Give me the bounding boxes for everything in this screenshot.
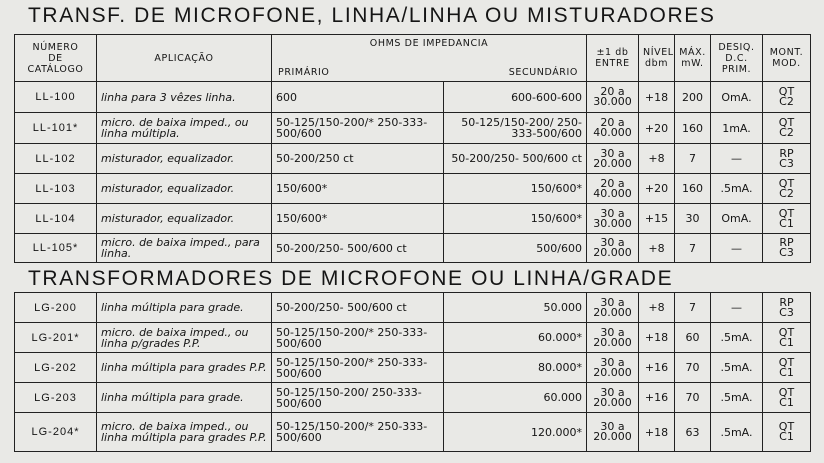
level-dbm: +16	[639, 383, 675, 413]
primary-impedance: 50-200/250 ct	[272, 144, 444, 174]
table-line-line	[14, 34, 811, 263]
mounting-model	[763, 174, 811, 204]
section-title-line-line: TRANSF. DE MICROFONE, LINHA/LINHA OU MISTURADORES	[28, 4, 716, 27]
frequency-range-line: 40.000	[593, 126, 632, 139]
catalog-number: LL-100	[15, 82, 97, 113]
table-row	[15, 234, 811, 263]
max-mw: 7	[675, 144, 711, 174]
level-dbm: +8	[639, 144, 675, 174]
header-application: APLICAÇÃO	[97, 35, 272, 82]
frequency-range-line: 30 a	[600, 420, 625, 433]
frequency-range	[587, 82, 639, 113]
catalog-number: LL-105*	[15, 234, 97, 263]
table-row	[15, 174, 811, 204]
level-dbm: +18	[639, 323, 675, 353]
frequency-range-line: 30 a	[600, 206, 625, 220]
mounting-model-line: RP	[779, 295, 794, 309]
frequency-range	[587, 144, 639, 174]
frequency-range-line: 30 a	[600, 385, 625, 399]
frequency-range-line: 40.000	[593, 186, 632, 200]
max-mw: 70	[675, 353, 711, 383]
dc-unbalance: OmA.	[711, 204, 763, 234]
level-dbm: +18	[639, 82, 675, 113]
application: linha múltipla para grade.	[97, 383, 272, 413]
dc-unbalance: —	[711, 144, 763, 174]
header-secondary: SECUNDÁRIO	[508, 67, 578, 78]
secondary-impedance: 120.000*	[444, 413, 587, 452]
mounting-model	[763, 144, 811, 174]
level-dbm: +20	[639, 174, 675, 204]
mounting-model-line: C1	[779, 395, 794, 409]
mounting-model	[763, 204, 811, 234]
frequency-range	[587, 113, 639, 144]
dc-unbalance: .5mA.	[711, 413, 763, 452]
frequency-range-line: 20.000	[593, 395, 632, 409]
primary-impedance: 50-200/250- 500/600 ct	[272, 234, 444, 263]
table-row	[15, 144, 811, 174]
header-dc-unbalance: DESIQ. D.C. PRIM.	[711, 35, 763, 82]
mounting-model	[763, 113, 811, 144]
mounting-model-line: C3	[779, 246, 794, 259]
application: misturador, equalizador.	[97, 174, 272, 204]
primary-impedance: 50-125/150-200/ 250-333-500/600	[272, 383, 444, 413]
frequency-range-line: 20.000	[593, 335, 632, 349]
catalog-number: LL-104	[15, 204, 97, 234]
dc-unbalance: .5mA.	[711, 174, 763, 204]
frequency-range-line: 30 a	[600, 295, 625, 309]
application: linha para 3 vêzes linha.	[97, 82, 272, 113]
application: linha múltipla para grade.	[97, 293, 272, 323]
table-row	[15, 323, 811, 353]
table-row	[15, 82, 811, 113]
mounting-model-line: QT	[778, 325, 795, 339]
level-dbm: +18	[639, 413, 675, 452]
frequency-range	[587, 353, 639, 383]
mounting-model	[763, 323, 811, 353]
frequency-range-line: 20.000	[593, 305, 632, 319]
dc-unbalance: .5mA.	[711, 323, 763, 353]
mounting-model	[763, 413, 811, 452]
frequency-range	[587, 293, 639, 323]
frequency-range-line: 30.000	[593, 95, 632, 108]
table-row	[15, 113, 811, 144]
mounting-model	[763, 353, 811, 383]
catalog-number: LG-204*	[15, 413, 97, 452]
catalog-number: LL-101*	[15, 113, 97, 144]
max-mw: 160	[675, 113, 711, 144]
header-mounting: MONT. MOD.	[763, 35, 811, 82]
frequency-range-line: 20.000	[593, 430, 632, 443]
max-mw: 200	[675, 82, 711, 113]
secondary-impedance: 60.000	[444, 383, 587, 413]
secondary-impedance: 500/600	[444, 234, 587, 263]
primary-impedance: 50-125/150-200/* 250-333-500/600	[272, 413, 444, 452]
secondary-impedance: 50-125/150-200/ 250-333-500/600	[444, 113, 587, 144]
dc-unbalance: —	[711, 293, 763, 323]
frequency-range-line: 20.000	[593, 365, 632, 379]
frequency-range-line: 30 a	[600, 236, 625, 249]
mounting-model-line: C3	[779, 156, 794, 170]
frequency-range-line: 20 a	[600, 116, 625, 129]
mounting-model-line: QT	[778, 116, 795, 129]
level-dbm: +16	[639, 353, 675, 383]
dc-unbalance: .5mA.	[711, 383, 763, 413]
frequency-range-line: 30 a	[600, 325, 625, 339]
level-dbm: +15	[639, 204, 675, 234]
secondary-impedance: 50.000	[444, 293, 587, 323]
mounting-model-line: C1	[779, 335, 794, 349]
frequency-range	[587, 383, 639, 413]
dc-unbalance: 1mA.	[711, 113, 763, 144]
application: micro. de baixa imped., para linha.	[97, 234, 272, 263]
max-mw: 60	[675, 323, 711, 353]
level-dbm: +8	[639, 293, 675, 323]
dc-unbalance: OmA.	[711, 82, 763, 113]
table-row	[15, 293, 811, 323]
mounting-model-line: QT	[778, 420, 795, 433]
frequency-range-line: 20 a	[600, 176, 625, 190]
max-mw: 160	[675, 174, 711, 204]
header-frequency: ±1 db ENTRE	[587, 35, 639, 82]
secondary-impedance: 600-600-600	[444, 82, 587, 113]
frequency-range-line: 20 a	[600, 85, 625, 98]
header-impedance	[272, 35, 587, 82]
table-row	[15, 383, 811, 413]
application: micro. de baixa imped., ou linha múltipla para grades P.P.	[97, 413, 272, 452]
table-row	[15, 204, 811, 234]
table-row	[15, 413, 811, 452]
secondary-impedance: 150/600*	[444, 204, 587, 234]
secondary-impedance: 150/600*	[444, 174, 587, 204]
primary-impedance: 50-125/150-200/* 250-333-500/600	[272, 353, 444, 383]
catalog-number: LG-200	[15, 293, 97, 323]
mounting-model-line: C2	[779, 126, 794, 139]
primary-impedance: 150/600*	[272, 204, 444, 234]
mounting-model-line: RP	[779, 146, 794, 160]
header-catalog-number: NÚMERO DE CATÁLOGO	[15, 35, 97, 82]
catalog-number: LL-103	[15, 174, 97, 204]
frequency-range	[587, 204, 639, 234]
mounting-model-line: QT	[778, 176, 795, 190]
application: micro. de baixa imped., ou linha múltipla.	[97, 113, 272, 144]
secondary-impedance: 50-200/250- 500/600 ct	[444, 144, 587, 174]
application: misturador, equalizador.	[97, 144, 272, 174]
dc-unbalance: .5mA.	[711, 353, 763, 383]
frequency-range	[587, 413, 639, 452]
mounting-model	[763, 293, 811, 323]
header-level: NÍVEL dbm	[639, 35, 675, 82]
header-max: MÁX. mW.	[675, 35, 711, 82]
frequency-range	[587, 323, 639, 353]
frequency-range-line: 20.000	[593, 246, 632, 259]
mounting-model-line: QT	[778, 85, 795, 98]
primary-impedance: 50-125/150-200/* 250-333-500/600	[272, 323, 444, 353]
mounting-model-line: C1	[779, 365, 794, 379]
table-row	[15, 353, 811, 383]
catalog-number: LG-202	[15, 353, 97, 383]
level-dbm: +8	[639, 234, 675, 263]
dc-unbalance: —	[711, 234, 763, 263]
mounting-model	[763, 234, 811, 263]
max-mw: 30	[675, 204, 711, 234]
application: misturador, equalizador.	[97, 204, 272, 234]
mounting-model-line: RP	[779, 236, 794, 249]
level-dbm: +20	[639, 113, 675, 144]
primary-impedance: 50-125/150-200/* 250-333-500/600	[272, 113, 444, 144]
section-title-line-grid: TRANSFORMADORES DE MICROFONE OU LINHA/GRADE	[28, 267, 674, 290]
primary-impedance: 150/600*	[272, 174, 444, 204]
primary-impedance: 600	[272, 82, 444, 113]
mounting-model	[763, 82, 811, 113]
application: linha múltipla para grades P.P.	[97, 353, 272, 383]
primary-impedance: 50-200/250- 500/600 ct	[272, 293, 444, 323]
header-primary: PRIMÁRIO	[278, 67, 330, 78]
frequency-range-line: 20.000	[593, 156, 632, 170]
frequency-range-line: 30 a	[600, 146, 625, 160]
secondary-impedance: 60.000*	[444, 323, 587, 353]
header-row	[15, 35, 811, 82]
catalog-number: LG-201*	[15, 323, 97, 353]
mounting-model-line: QT	[778, 206, 795, 220]
catalog-number: LL-102	[15, 144, 97, 174]
frequency-range	[587, 234, 639, 263]
frequency-range-line: 30.000	[593, 216, 632, 230]
max-mw: 70	[675, 383, 711, 413]
secondary-impedance: 80.000*	[444, 353, 587, 383]
mounting-model-line: QT	[778, 355, 795, 369]
catalog-number: LG-203	[15, 383, 97, 413]
mounting-model-line: QT	[778, 385, 795, 399]
mounting-model-line: C3	[779, 305, 794, 319]
max-mw: 63	[675, 413, 711, 452]
max-mw: 7	[675, 234, 711, 263]
mounting-model	[763, 383, 811, 413]
max-mw: 7	[675, 293, 711, 323]
table-line-grid	[14, 292, 811, 452]
mounting-model-line: C2	[779, 186, 794, 200]
frequency-range-line: 30 a	[600, 355, 625, 369]
mounting-model-line: C2	[779, 95, 794, 108]
mounting-model-line: C1	[779, 216, 794, 230]
frequency-range	[587, 174, 639, 204]
application: micro. de baixa imped., ou linha p/grades P.P.	[97, 323, 272, 353]
header-ohms: OHMS DE IMPEDANCIA	[369, 38, 489, 49]
mounting-model-line: C1	[779, 430, 794, 443]
